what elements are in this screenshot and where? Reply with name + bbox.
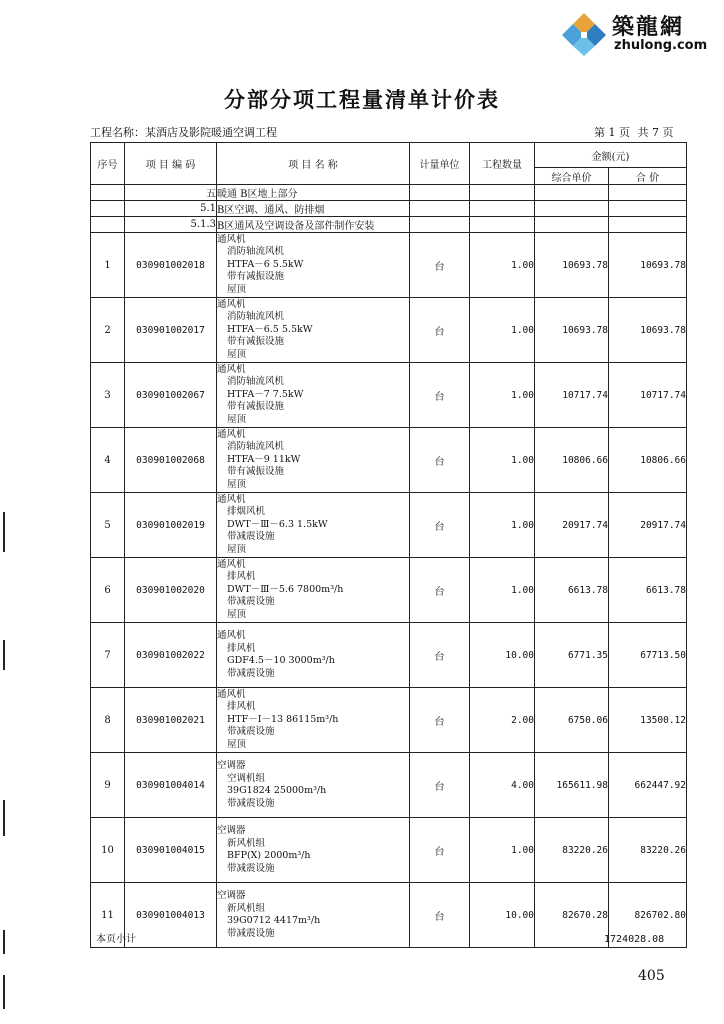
item-total: 83220.26 xyxy=(609,818,687,883)
item-qty: 2.00 xyxy=(470,688,535,753)
item-total: 10693.78 xyxy=(609,298,687,363)
item-name-line: 通风机 xyxy=(217,493,246,505)
section-blank xyxy=(609,217,687,233)
scan-edge-mark xyxy=(3,975,5,1009)
section-blank xyxy=(91,217,125,233)
item-no: 3 xyxy=(91,363,125,428)
item-name-line: 屋顶 xyxy=(227,348,247,360)
item-qty: 1.00 xyxy=(470,558,535,623)
table-row xyxy=(91,558,687,623)
item-no: 11 xyxy=(91,883,125,948)
section-blank xyxy=(470,185,535,201)
item-unit: 台 xyxy=(410,688,470,753)
item-name xyxy=(217,818,410,883)
item-no: 7 xyxy=(91,623,125,688)
item-code: 030901002019 xyxy=(125,493,217,558)
item-unit: 台 xyxy=(410,753,470,818)
page-total: 共 7 页 xyxy=(637,126,674,139)
table-row xyxy=(91,493,687,558)
section-blank xyxy=(535,185,609,201)
item-no: 6 xyxy=(91,558,125,623)
item-name-line: 空调器 xyxy=(217,890,246,901)
item-name-line: 屋顶 xyxy=(227,478,247,490)
item-name-line: 新风机组 xyxy=(227,837,266,849)
item-name-line: 39G1824 25000m³/h xyxy=(227,785,327,796)
item-name-line: 带减震设施 xyxy=(227,726,275,738)
item-unit: 台 xyxy=(410,233,470,298)
header-unit-price: 综合单价 xyxy=(535,168,609,185)
item-total: 10717.74 xyxy=(609,363,687,428)
section-blank xyxy=(470,217,535,233)
item-unit: 台 xyxy=(410,298,470,363)
bill-table xyxy=(90,142,687,948)
item-name-line: HTFA－7 7.5kW xyxy=(227,388,304,400)
item-unit-price: 6613.78 xyxy=(535,558,609,623)
item-no: 1 xyxy=(91,233,125,298)
item-unit-price: 165611.98 xyxy=(535,753,609,818)
section-blank xyxy=(535,217,609,233)
section-blank xyxy=(91,185,125,201)
header-amount: 金额(元) xyxy=(535,143,687,168)
zhulong-logo xyxy=(562,8,708,60)
table-row xyxy=(91,623,687,688)
item-name-line: DWT－Ⅲ－5.6 7800m³/h xyxy=(227,583,344,595)
item-unit-price: 20917.74 xyxy=(535,493,609,558)
item-total: 826702.80 xyxy=(609,883,687,948)
item-total: 67713.50 xyxy=(609,623,687,688)
item-name-line: HTF－Ⅰ－13 86115m³/h xyxy=(227,713,339,725)
section-no: 五 xyxy=(125,185,217,201)
item-name-line: 通风机 xyxy=(217,428,246,440)
item-name-line: 排风机 xyxy=(227,571,256,583)
section-blank xyxy=(410,217,470,233)
header-no: 序号 xyxy=(91,143,125,185)
item-total: 6613.78 xyxy=(609,558,687,623)
item-name xyxy=(217,233,410,298)
item-name xyxy=(217,688,410,753)
item-name xyxy=(217,883,410,948)
table-row xyxy=(91,688,687,753)
header-code: 项 目 编 码 xyxy=(125,143,217,185)
item-no: 2 xyxy=(91,298,125,363)
item-code: 030901002068 xyxy=(125,428,217,493)
item-code: 030901002022 xyxy=(125,623,217,688)
section-row xyxy=(91,185,687,201)
item-total: 662447.92 xyxy=(609,753,687,818)
section-blank xyxy=(470,201,535,217)
item-total: 13500.12 xyxy=(609,688,687,753)
item-name-line: 通风机 xyxy=(217,630,246,641)
item-name-line: 空调器 xyxy=(217,825,246,836)
section-no: 5.1.3 xyxy=(125,217,217,233)
item-name-line: 带减震设施 xyxy=(227,797,275,809)
item-qty: 1.00 xyxy=(470,818,535,883)
item-name-line: 排烟风机 xyxy=(227,506,266,518)
table-row xyxy=(91,298,687,363)
section-name: 暖通 B区地上部分 xyxy=(217,185,410,201)
item-no: 9 xyxy=(91,753,125,818)
section-blank xyxy=(410,185,470,201)
item-name-line: 排风机 xyxy=(227,642,256,654)
item-name-line: BFP(X) 2000m³/h xyxy=(227,850,311,861)
item-code: 030901002018 xyxy=(125,233,217,298)
item-name-line: 消防轴流风机 xyxy=(227,246,285,258)
item-name-line: 通风机 xyxy=(217,558,246,570)
item-name-line: 带减震设施 xyxy=(227,531,275,543)
item-name xyxy=(217,363,410,428)
scan-edge-mark xyxy=(3,930,5,954)
page-title: 分部分项工程量清单计价表 xyxy=(224,87,500,112)
item-qty: 1.00 xyxy=(470,363,535,428)
bill-table-body xyxy=(91,185,687,948)
table-row xyxy=(91,753,687,818)
section-no: 5.1 xyxy=(125,201,217,217)
scan-edge-mark xyxy=(3,800,5,836)
item-name-line: 带有减振设施 xyxy=(227,401,285,413)
page-info xyxy=(594,124,678,140)
item-no: 5 xyxy=(91,493,125,558)
item-qty: 1.00 xyxy=(470,493,535,558)
logo-url: zhulong.com xyxy=(614,38,708,53)
item-unit: 台 xyxy=(410,883,470,948)
item-name-line: DWT－Ⅲ－6.3 1.5kW xyxy=(227,518,328,530)
subtotal-value: 1724028.08 xyxy=(604,934,665,945)
item-name-line: HTFA－6.5 5.5kW xyxy=(227,323,313,335)
header-qty: 工程数量 xyxy=(470,143,535,185)
item-unit-price: 10693.78 xyxy=(535,298,609,363)
item-name xyxy=(217,623,410,688)
item-name-line: 消防轴流风机 xyxy=(227,376,285,388)
item-name-line: HTFA－6 5.5kW xyxy=(227,258,304,270)
item-name-line: 39G0712 4417m³/h xyxy=(227,915,321,926)
item-name-line: 空调机组 xyxy=(227,772,266,784)
item-qty: 1.00 xyxy=(470,233,535,298)
item-name-line: 带减震设施 xyxy=(227,596,275,608)
item-code: 030901002017 xyxy=(125,298,217,363)
item-name xyxy=(217,753,410,818)
item-name-line: 通风机 xyxy=(217,363,246,375)
table-row xyxy=(91,363,687,428)
item-name xyxy=(217,428,410,493)
item-name-line: 屋顶 xyxy=(227,608,247,620)
table-row xyxy=(91,818,687,883)
item-code: 030901004015 xyxy=(125,818,217,883)
item-total: 10806.66 xyxy=(609,428,687,493)
header-total: 合 价 xyxy=(609,168,687,185)
item-name xyxy=(217,493,410,558)
item-code: 030901004014 xyxy=(125,753,217,818)
item-no: 8 xyxy=(91,688,125,753)
item-unit-price: 82670.28 xyxy=(535,883,609,948)
item-unit: 台 xyxy=(410,363,470,428)
item-name-line: 通风机 xyxy=(217,298,246,310)
item-name-line: 带有减振设施 xyxy=(227,466,285,478)
header-unit: 计量单位 xyxy=(410,143,470,185)
section-blank xyxy=(91,201,125,217)
item-name-line: 消防轴流风机 xyxy=(227,311,285,323)
item-name-line: 排风机 xyxy=(227,701,256,713)
section-name: B区通风及空调设备及部件制作安装 xyxy=(217,217,410,233)
item-qty: 10.00 xyxy=(470,623,535,688)
item-name-line: 屋顶 xyxy=(227,413,247,425)
item-unit: 台 xyxy=(410,623,470,688)
item-name xyxy=(217,558,410,623)
item-unit-price: 10806.66 xyxy=(535,428,609,493)
item-name-line: HTFA－9 11kW xyxy=(227,453,301,465)
item-unit: 台 xyxy=(410,558,470,623)
section-name: B区空调、通风、防排烟 xyxy=(217,201,410,217)
item-unit-price: 10717.74 xyxy=(535,363,609,428)
item-name-line: 带减震设施 xyxy=(227,862,275,874)
table-row xyxy=(91,428,687,493)
scan-edge-mark xyxy=(3,512,5,552)
item-name xyxy=(217,298,410,363)
section-blank xyxy=(609,185,687,201)
item-no: 4 xyxy=(91,428,125,493)
item-code: 030901002067 xyxy=(125,363,217,428)
item-qty: 1.00 xyxy=(470,428,535,493)
item-name-line: 带减震设施 xyxy=(227,927,275,939)
item-unit: 台 xyxy=(410,818,470,883)
item-unit-price: 6771.35 xyxy=(535,623,609,688)
item-code: 030901002021 xyxy=(125,688,217,753)
page-number: 405 xyxy=(638,968,665,984)
scan-edge-mark xyxy=(3,640,5,670)
item-name-line: 带减震设施 xyxy=(227,667,275,679)
item-unit-price: 10693.78 xyxy=(535,233,609,298)
item-name-line: 空调器 xyxy=(217,760,246,771)
section-blank xyxy=(535,201,609,217)
item-no: 10 xyxy=(91,818,125,883)
item-name-line: 屋顶 xyxy=(227,738,247,750)
section-row xyxy=(91,201,687,217)
item-qty: 1.00 xyxy=(470,298,535,363)
item-name-line: 通风机 xyxy=(217,233,246,245)
item-name-line: 新风机组 xyxy=(227,902,266,914)
item-name-line: 通风机 xyxy=(217,688,246,700)
item-name-line: 带有减振设施 xyxy=(227,336,285,348)
item-name-line: GDF4.5－10 3000m³/h xyxy=(227,655,335,666)
logo-brand: 築龍網 xyxy=(612,14,685,40)
item-total: 10693.78 xyxy=(609,233,687,298)
table-row xyxy=(91,233,687,298)
subtotal-label: 本页小计 xyxy=(96,934,136,945)
item-total: 20917.74 xyxy=(609,493,687,558)
item-qty: 4.00 xyxy=(470,753,535,818)
item-code: 030901002020 xyxy=(125,558,217,623)
project-name: 工程名称：某酒店及影院暖通空调工程 xyxy=(90,126,277,139)
page-current: 第 1 页 xyxy=(594,126,630,139)
item-name-line: 屋顶 xyxy=(227,543,247,555)
item-unit: 台 xyxy=(410,493,470,558)
item-code: 030901004013 xyxy=(125,883,217,948)
item-unit: 台 xyxy=(410,428,470,493)
item-name-line: 消防轴流风机 xyxy=(227,441,285,453)
item-qty: 10.00 xyxy=(470,883,535,948)
section-blank xyxy=(609,201,687,217)
item-unit-price: 6750.06 xyxy=(535,688,609,753)
zhulong-logo-icon xyxy=(562,12,606,56)
header-name: 项 目 名 称 xyxy=(217,143,410,185)
table-row xyxy=(91,883,687,948)
section-row xyxy=(91,217,687,233)
item-name-line: 带有减振设施 xyxy=(227,271,285,283)
item-name-line: 屋顶 xyxy=(227,283,247,295)
section-blank xyxy=(410,201,470,217)
item-unit-price: 83220.26 xyxy=(535,818,609,883)
